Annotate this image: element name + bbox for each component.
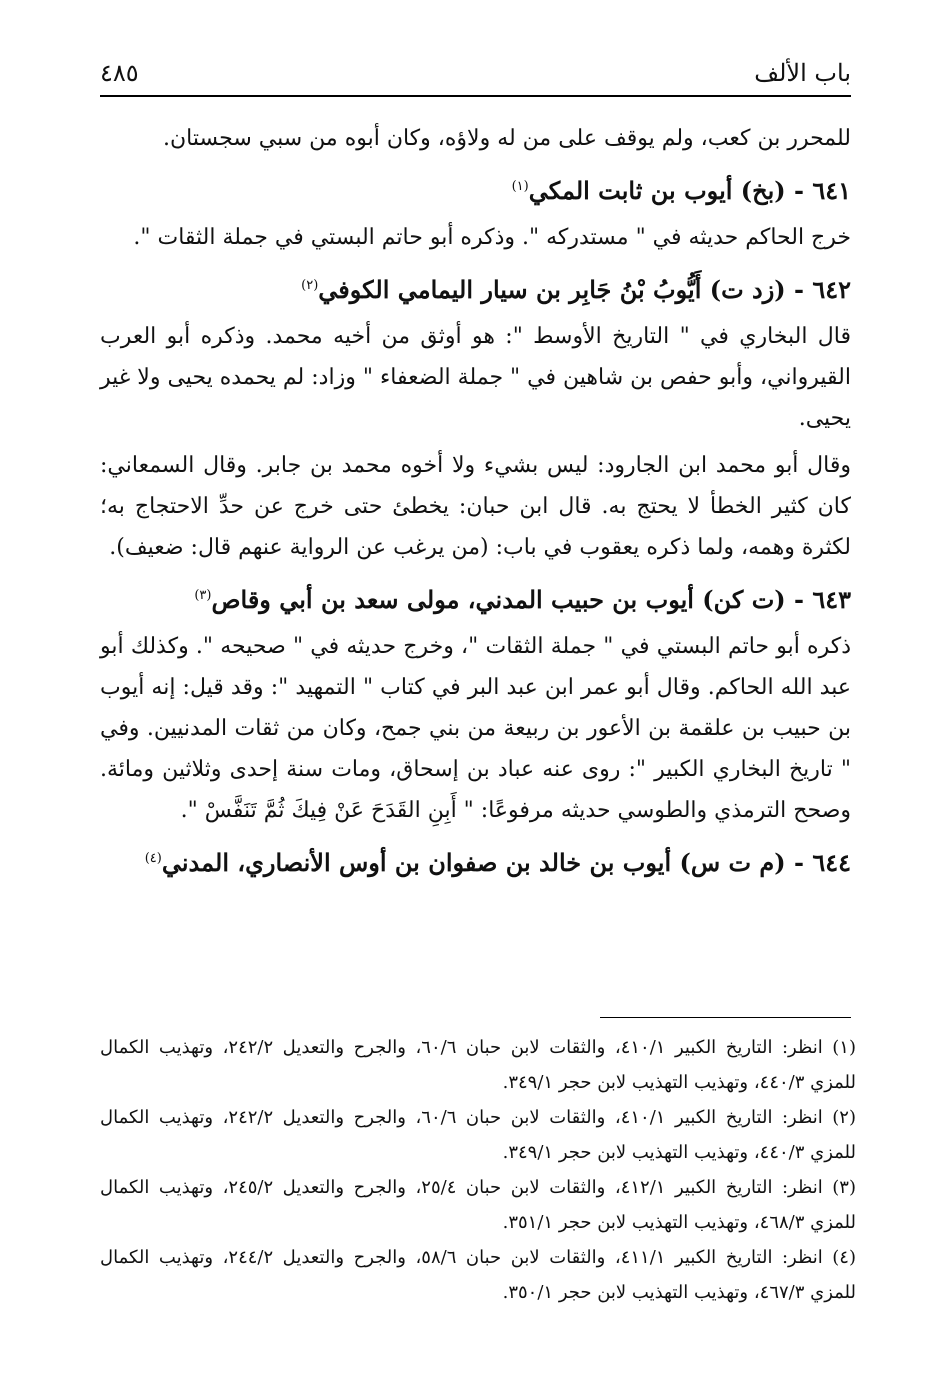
main-text bbox=[100, 118, 851, 889]
page-number: ٤٨٥ bbox=[100, 59, 139, 87]
entry-644-title: ٦٤٤ - (م ت س) أيوب بن خالد بن صفوان بن أوس الأنصاري، المدني bbox=[161, 848, 851, 877]
entry-643-heading bbox=[100, 574, 851, 622]
entry-642-heading bbox=[100, 264, 851, 312]
footnotes bbox=[100, 1030, 856, 1310]
footnote-3: (٣) انظر: التاريخ الكبير ٤١٢/١، والثقات لابن حبان ٢٥/٤، والجرح والتعديل ٢٤٥/٢، وتهذيب الكمال للمزي ٤٦٨/٣، وتهذيب التهذيب لابن حجر ٣٥١/١. bbox=[100, 1177, 856, 1233]
entry-641-heading bbox=[100, 165, 851, 213]
footnote-ref-3: (٣) bbox=[194, 588, 212, 603]
footnote-1: (١) انظر: التاريخ الكبير ٤١٠/١، والثقات لابن حبان ٦٠/٦، والجرح والتعديل ٢٤٢/٢، وتهذيب الكمال للمزي ٤٤٠/٣، وتهذيب التهذيب لابن حجر ٣٤٩/١. bbox=[100, 1037, 856, 1093]
entry-641-text: خرج الحاكم حديثه في " مستدركه ". وذكره أبو حاتم البستي في جملة الثقات ". bbox=[133, 225, 851, 250]
paragraph-continuation: للمحرر بن كعب، ولم يوقف على من له ولاؤه، وكان أبوه من سبي سجستان. bbox=[163, 126, 851, 151]
entry-642-title: ٦٤٢ - (زد ت) أَيُّوبُ بْنُ جَابِر بن سيار اليمامي الكوفي bbox=[318, 275, 851, 304]
footnote-separator bbox=[600, 1017, 851, 1018]
entry-643-title: ٦٤٣ - (ت كن) أيوب بن حبيب المدني، مولى سعد بن أبي وقاص bbox=[211, 585, 851, 614]
entry-641-title: ٦٤١ - (بخ) أيوب بن ثابت المكي bbox=[528, 176, 851, 205]
footnote-ref-4: (٤) bbox=[144, 851, 162, 866]
footnote-4: (٤) انظر: التاريخ الكبير ٤١١/١، والثقات لابن حبان ٥٨/٦، والجرح والتعديل ٢٤٤/٢، وتهذيب الكمال للمزي ٤٦٧/٣، وتهذيب التهذيب لابن حجر ٣٥٠/١. bbox=[100, 1247, 856, 1303]
entry-643-text: ذكره أبو حاتم البستي في " جملة الثقات "، وخرج حديثه في " صحيحه ". وكذلك أبو عبد الله الحاكم. وقال أبو عمر ابن عبد البر في كتاب " التمهيد ": وقد قيل: إنه أيوب بن حبيب بن علقمة بن الأعور بن ربيعة من بني جمح، وكان من ثقات المدنيين. وفي " تاريخ البخاري الكبير ": روى عنه عباد بن إسحاق، ومات سنة إحدى وثلاثين ومائة. وصحح الترمذي والطوسي حديثه مرفوعًا: " أَبِنِ القَدَحَ عَنْ فِيكَ ثُمَّ تَنَفَّسْ ". bbox=[100, 634, 851, 823]
footnote-2: (٢) انظر: التاريخ الكبير ٤١٠/١، والثقات لابن حبان ٦٠/٦، والجرح والتعديل ٢٤٢/٢، وتهذيب الكمال للمزي ٤٤٠/٣، وتهذيب التهذيب لابن حجر ٣٤٩/١. bbox=[100, 1107, 856, 1163]
footnote-ref-2: (٢) bbox=[301, 278, 319, 293]
entry-644-heading bbox=[100, 837, 851, 885]
footnote-ref-1: (١) bbox=[511, 179, 529, 194]
entry-642-text-1: قال البخاري في " التاريخ الأوسط ": هو أوثق من أخيه محمد. وذكره أبو العرب القيرواني، وأبو حفص بن شاهين في " جملة الضعفاء " وزاد: لم يحمده يحيى ولا غير يحيى. bbox=[100, 324, 851, 431]
header-rule bbox=[100, 95, 851, 97]
page-header bbox=[100, 55, 851, 97]
entry-642-text-2: وقال أبو محمد ابن الجارود: ليس بشيء ولا أخوه محمد بن جابر. وقال السمعاني: كان كثير الخطأ لا يحتج به. قال ابن حبان: يخطئ حتى خرج عن حدِّ الاحتجاج به؛ لكثرة وهمه، ولما ذكره يعقوب في باب: (من يرغب عن الرواية عنهم قال: ضعيف). bbox=[100, 453, 851, 560]
chapter-title: باب الألف bbox=[754, 59, 851, 87]
